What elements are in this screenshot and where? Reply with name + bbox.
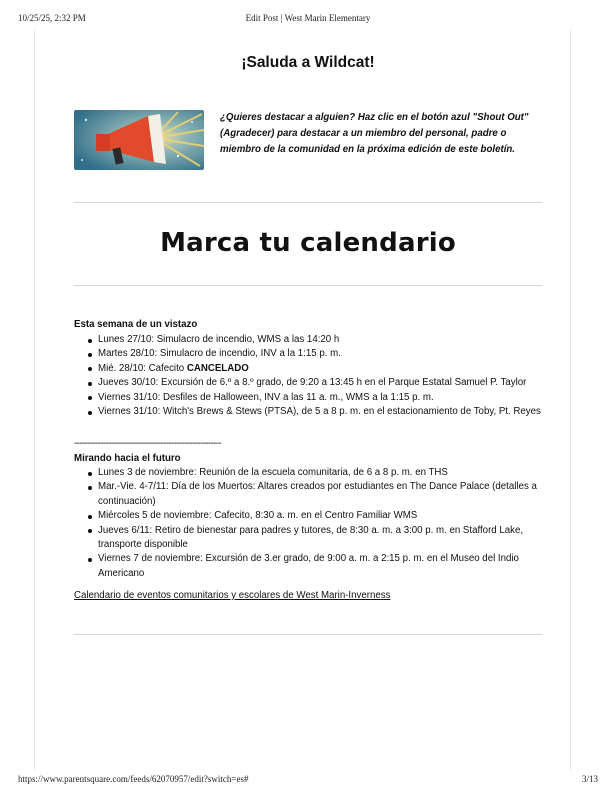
page-border-right [570,30,571,770]
print-header [18,13,598,25]
shout-out-section [74,110,542,172]
list-item: Viernes 31/10: Desfiles de Halloween, INV a las 11 a. m., WMS a la 1:15 p. m. [74,391,544,405]
print-page-title: Edit Post | West Marin Elementary [245,13,371,23]
print-datetime: 10/25/25, 2:32 PM [18,13,86,23]
list-item: Viernes 7 de noviembre: Excursión de 3.er grado, de 9:00 a. m. a 2:15 p. m. en el Museo del Indio Americano [74,552,544,581]
list-item: Lunes 27/10: Simulacro de incendio, WMS a las 14:20 h [74,333,544,347]
list-item: Martes 28/10: Simulacro de incendio, INV a la 1:15 p. m. [74,347,544,361]
list-item: Mar.-Vie. 4-7/11: Día de los Muertos: Altares creados por estudiantes en The Dance Palace (detalles a continuación) [74,480,544,509]
list-item: Mié. 28/10: Cafecito CANCELADO [74,362,544,376]
calendar-title: Marca tu calendario [160,228,456,258]
week-heading: Esta semana de un vistazo [74,319,198,330]
divider-middle [74,285,542,286]
future-event-list [74,466,544,581]
future-heading: Mirando hacia el futuro [74,453,181,464]
shout-out-title: ¡Saluda a Wildcat! [241,54,375,71]
print-footer [18,774,598,786]
megaphone-icon [74,110,204,170]
dash-divider: -------------------------------------------------------- [74,438,222,449]
divider-bottom [74,634,542,635]
list-item: Lunes 3 de noviembre: Reunión de la escuela comunitaria, de 6 a 8 p. m. en THS [74,466,544,480]
cancelled-label: CANCELADO [186,362,249,374]
list-item: Miércoles 5 de noviembre: Cafecito, 8:30 a. m. en el Centro Familiar WMS [74,509,544,523]
print-page-number: 3/13 [581,774,598,784]
list-item: Jueves 6/11: Retiro de bienestar para padres y tutores, de 8:30 a. m. a 3:00 p. m. en Stafford Lake, transporte disponible [74,524,544,553]
page-border-left [34,30,35,770]
list-item: Jueves 30/10: Excursión de 6.º a 8.º grado, de 9:20 a 13:45 h en el Parque Estatal Samuel P. Taylor [74,376,544,390]
print-url: https://www.parentsquare.com/feeds/62070957/edit?switch=es# [18,774,249,784]
calendar-link[interactable]: Calendario de eventos comunitarios y escolares de West Marin-Inverness [74,590,391,601]
week-event-list [74,333,544,419]
divider-top [74,202,542,203]
list-item: Viernes 31/10: Witch's Brews & Stews (PTSA), de 5 a 8 p. m. en el estacionamiento de Toby, Pt. Reyes [74,405,544,419]
shout-out-instructions: ¿Quieres destacar a alguien? Haz clic en el botón azul "Shout Out" (Agradecer) para destacar a un miembro del personal, padre o miembro de la comunidad en la próxima edición de este boletín. [220,112,529,155]
